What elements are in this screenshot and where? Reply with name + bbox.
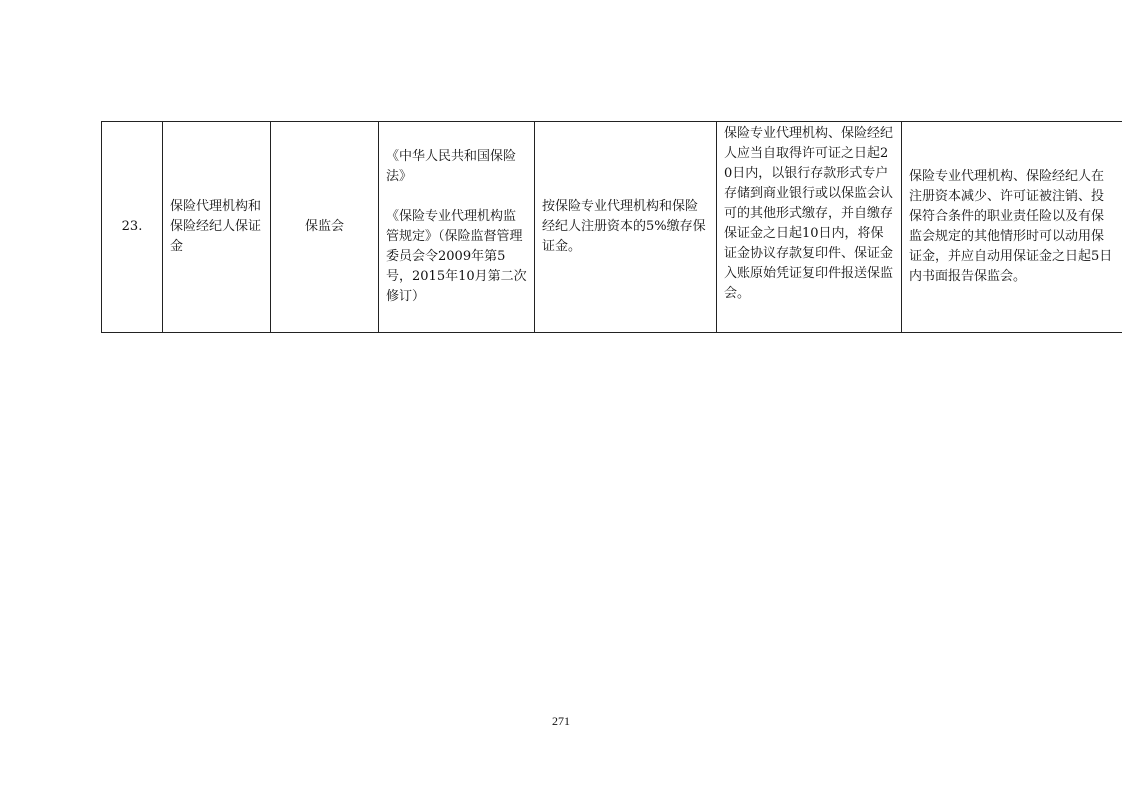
submission-cell: 保险专业代理机构、保险经纪人应当自取得许可证之日起20日内，以银行存款形式专户存储到商业银行或以保监会认可的其他形式缴存，并自缴存保证金之日起10日内，将保证金协议存款复印件、保证金入账原始凭证复印件报送保监会。 (717, 122, 902, 333)
page-number: 271 (552, 714, 570, 728)
department-cell: 保监会 (271, 122, 379, 333)
legal-basis-cell (379, 122, 535, 333)
row-number: 23. (102, 122, 163, 333)
regulation-table (101, 121, 1122, 333)
legal-basis-law: 《中华人民共和国保险法》 (386, 149, 517, 184)
legal-basis-regulation: 《保险专业代理机构监管规定》（保险监督管理委员会令2009年第5号，2015年10月第二次修订） (386, 209, 527, 304)
basis-spacer (386, 187, 527, 207)
item-name-cell: 保险代理机构和保险经纪人保证金 (163, 122, 271, 333)
table-row (102, 122, 1122, 333)
usage-cell: 保险专业代理机构、保险经纪人在注册资本减少、许可证被注销、投保符合条件的职业责任险以及有保监会规定的其他情形时可以动用保证金，并应自动用保证金之日起5日内书面报告保监会。 (902, 122, 1122, 333)
requirement-cell: 按保险专业代理机构和保险经纪人注册资本的5%缴存保证金。 (535, 122, 717, 333)
